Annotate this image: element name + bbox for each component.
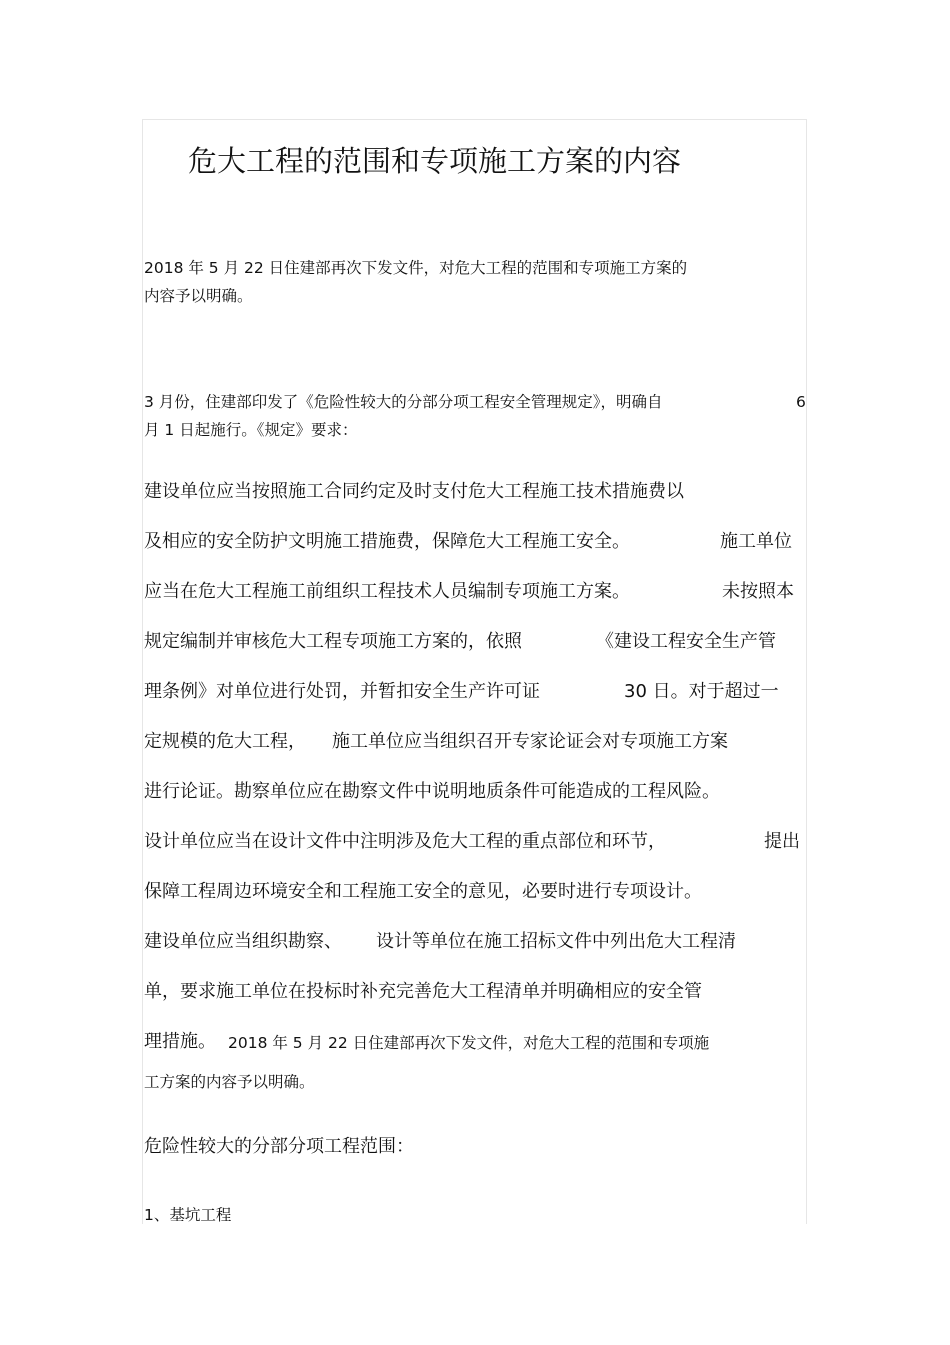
para2-line-1: 3 月份，住建部印发了《危险性较大的分部分项工程安全管理规定》，明确自 [144,393,663,411]
body-line-3: 应当在危大工程施工前组织工程技术人员编制专项施工方案。 [144,581,630,602]
body-line-6: 定规模的危大工程， [144,731,306,752]
document-title: 危大工程的范围和专项施工方案的内容 [188,144,682,178]
body-line-10-right: 设计等单位在施工招标文件中列出危大工程清 [376,931,736,952]
mixed-line-2: 工方案的内容予以明确。 [144,1073,315,1091]
body-line-4: 规定编制并审核危大工程专项施工方案的，依照 [144,631,522,652]
body-line-2-right: 施工单位 [720,531,792,552]
body-line-10: 建设单位应当组织勘察、 [144,931,342,952]
mixed-line-1-big: 理措施。 [144,1031,216,1052]
body-line-1: 建设单位应当按照施工合同约定及时支付危大工程施工技术措施费以 [144,481,684,502]
body-line-5: 理条例》对单位进行处罚，并暂扣安全生产许可证 [144,681,540,702]
body-line-7: 进行论证。勘察单位应在勘察文件中说明地质条件可能造成的工程风险。 [144,781,720,802]
body-line-3-right: 未按照本 [722,581,794,602]
body-line-4-right: 《建设工程安全生产管 [596,631,776,652]
intro-line-1: 2018 年 5 月 22 日住建部再次下发文件，对危大工程的范围和专项施工方案的 [144,259,688,277]
body-line-5-right: 30 日。对于超过一 [624,681,779,702]
mixed-line-1-small: 2018 年 5 月 22 日住建部再次下发文件，对危大工程的范围和专项施 [228,1034,710,1052]
page-frame [142,119,807,1224]
body-line-9: 保障工程周边环境安全和工程施工安全的意见，必要时进行专项设计。 [144,881,702,902]
para2-line-2: 月 1 日起施行。《规定》要求： [144,421,358,439]
body-line-11: 单，要求施工单位在投标时补充完善危大工程清单并明确相应的安全管 [144,981,702,1002]
list-item-1: 1、基坑工程 [144,1206,232,1224]
body-line-8-right: 提出 [764,831,800,852]
intro-line-2: 内容予以明确。 [144,287,253,305]
body-line-6-right: 施工单位应当组织召开专家论证会对专项施工方案 [332,731,728,752]
body-line-2: 及相应的安全防护文明施工措施费，保障危大工程施工安全。 [144,531,630,552]
para2-line-1-end: 6 [796,393,806,411]
body-line-8: 设计单位应当在设计文件中注明涉及危大工程的重点部位和环节， [144,831,666,852]
section-heading: 危险性较大的分部分项工程范围： [144,1136,414,1157]
